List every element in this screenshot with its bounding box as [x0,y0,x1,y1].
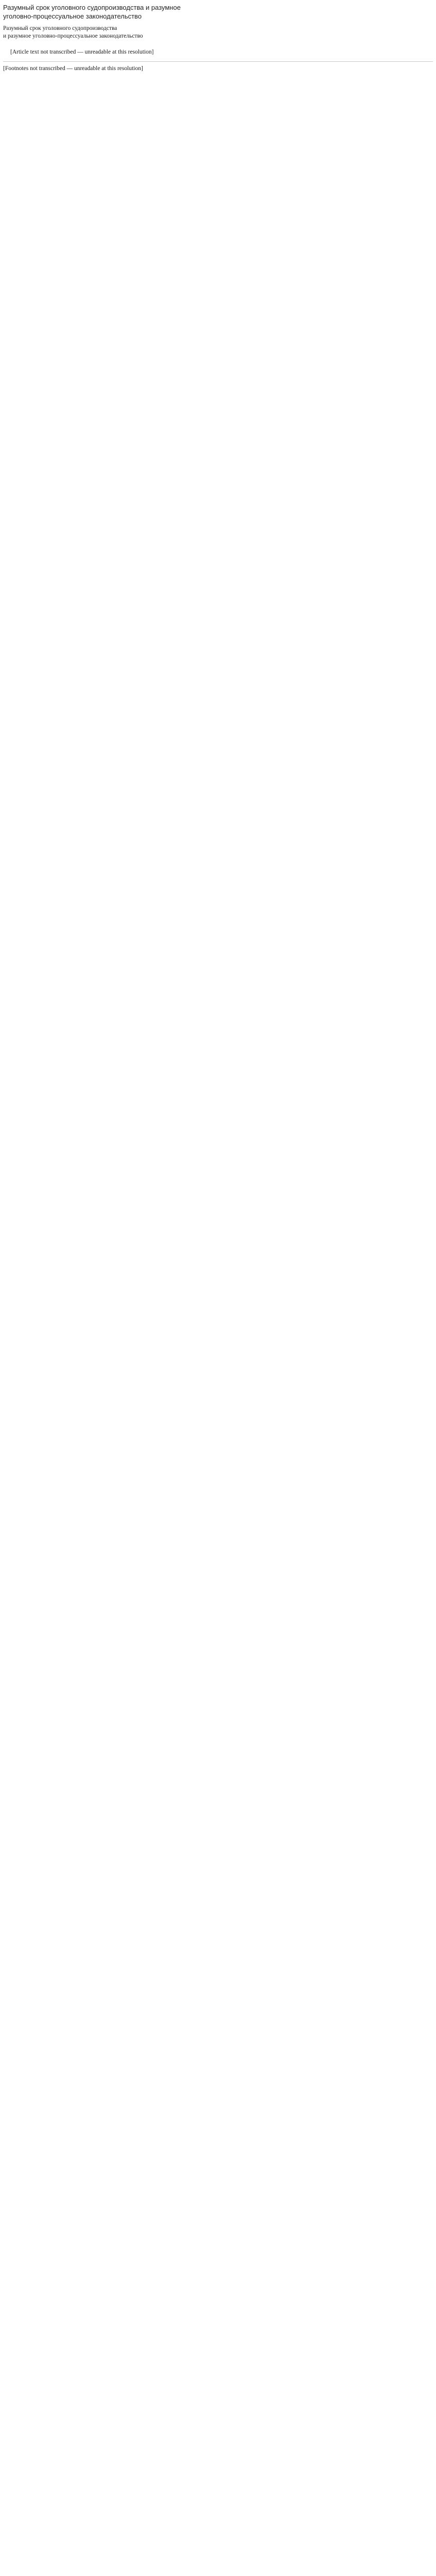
footnote: [Footnotes not transcribed — unreadable at this resolution] [3,65,143,72]
subtitle-line: и разумное уголовно-процессуальное законодательство [3,33,143,40]
article-title-line: Разумный срок уголовного судопроизводства и разумное [3,4,181,11]
article-body [3,48,433,56]
subtitle-line: Разумный срок уголовного судопроизводства [3,25,117,31]
article-paragraph: [Article text not transcribed — unreadable at this resolution] [10,48,154,55]
article-title [3,3,433,21]
article-page [0,0,436,76]
article-title-line: уголовно-процессуальное законодательство [3,12,142,20]
article-subtitle [3,25,433,41]
footnotes [3,61,433,73]
